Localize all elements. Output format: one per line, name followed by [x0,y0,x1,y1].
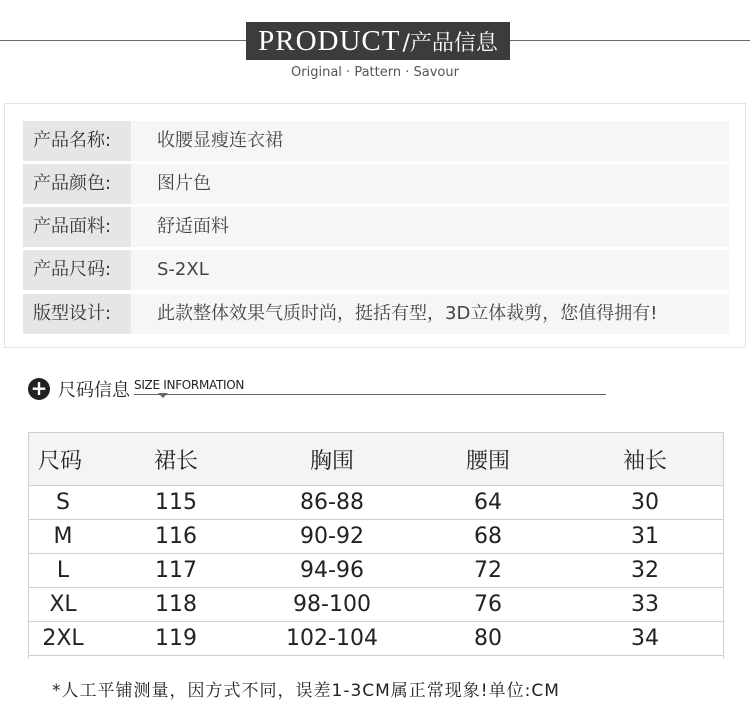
header-cell-bust: 胸围 [254,433,410,486]
table-cell: 102-104 [254,622,410,656]
table-cell: S [28,486,98,520]
table-cell: 115 [98,486,254,520]
product-info-panel [4,103,746,348]
size-section-rule [134,394,606,395]
table-cell: 118 [98,588,254,622]
plus-circle-icon: + [28,378,50,400]
header-badge [246,22,510,60]
info-row-fabric [23,207,729,247]
table-cell: 34 [566,622,724,656]
header-cell-sleeve: 袖长 [566,433,724,486]
table-row [28,588,724,622]
table-row [28,622,724,656]
info-value: 收腰显瘦连衣裙 [157,130,283,151]
info-value: 图片色 [157,173,211,194]
table-row [28,554,724,588]
info-row-color [23,164,729,204]
header-title-zh: /产品信息 [402,30,498,56]
table-cell: 80 [410,622,566,656]
table-cell: 31 [566,520,724,554]
header-title-en: PRODUCT [258,24,401,57]
table-cell: 116 [98,520,254,554]
size-section-title: 尺码信息 [58,380,130,401]
info-value: S-2XL [157,259,209,280]
size-table [28,432,724,656]
info-row-design [23,294,729,334]
table-header-row [28,433,724,486]
info-label: 产品名称: [23,121,131,161]
table-row [28,520,724,554]
header-cell-waist: 腰围 [410,433,566,486]
header-cell-size: 尺码 [28,433,98,486]
info-label: 产品尺码: [23,250,131,290]
info-label: 产品面料: [23,207,131,247]
table-cell: 2XL [28,622,98,656]
table-cell: 119 [98,622,254,656]
size-section-title-en: SIZE INFORMATION [134,378,245,392]
info-value: 此款整体效果气质时尚，挺括有型，3D立体裁剪，您值得拥有! [157,303,658,324]
table-cell: 32 [566,554,724,588]
table-cell: 64 [410,486,566,520]
table-cell: 30 [566,486,724,520]
size-section-notch [158,393,168,398]
table-cell: M [28,520,98,554]
measurement-footnote: *人工平铺测量，因方式不同，误差1-3CM属正常现象!单位:CM [52,681,560,701]
table-cell: 72 [410,554,566,588]
table-row [28,486,724,520]
info-label: 版型设计: [23,294,131,334]
info-row-name [23,121,729,161]
table-cell: 94-96 [254,554,410,588]
table-cell: 76 [410,588,566,622]
info-row-size [23,250,729,290]
table-cell: XL [28,588,98,622]
table-cell: L [28,554,98,588]
header-subtitle: Original · Pattern · Savour [291,65,459,80]
info-value: 舒适面料 [157,216,229,237]
table-cell: 90-92 [254,520,410,554]
table-cell: 117 [98,554,254,588]
header-cell-length: 裙长 [98,433,254,486]
table-cell: 33 [566,588,724,622]
table-cell: 68 [410,520,566,554]
table-cell: 98-100 [254,588,410,622]
table-cell: 86-88 [254,486,410,520]
info-label: 产品颜色: [23,164,131,204]
